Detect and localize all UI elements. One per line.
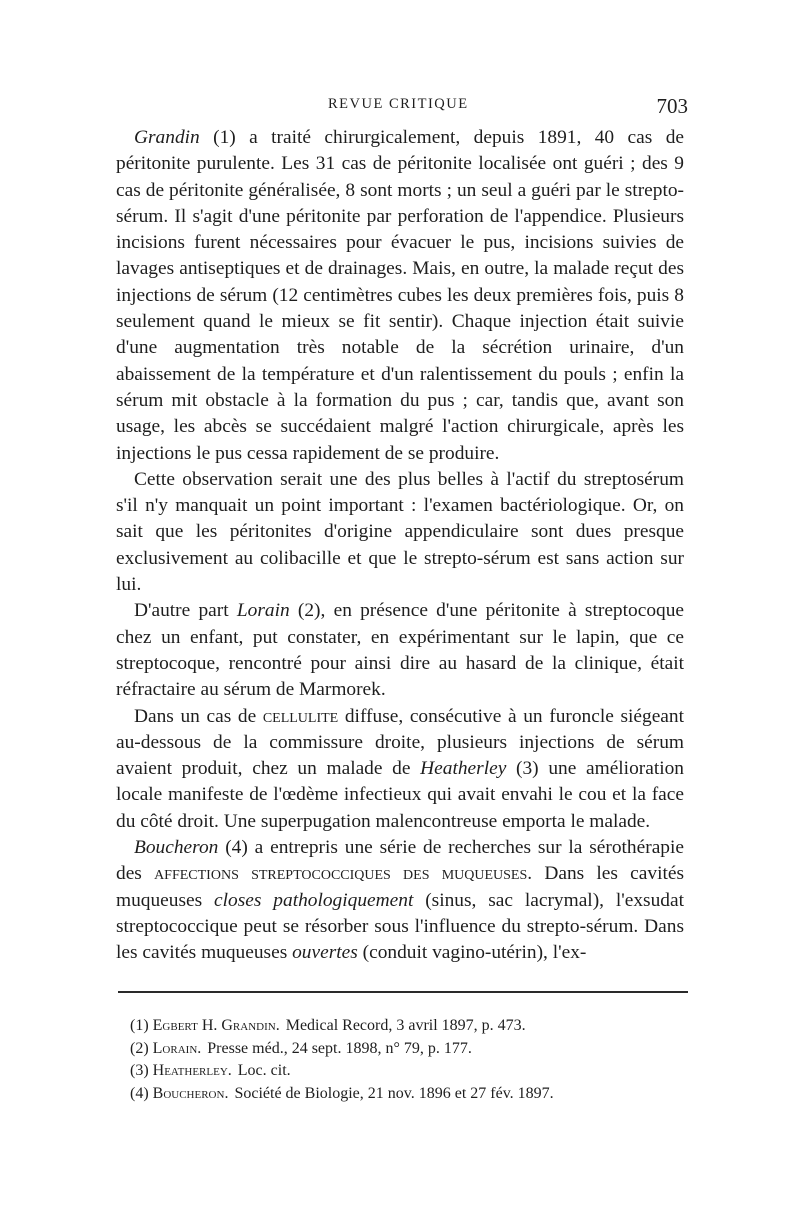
footnote: (1) Egbert H. Grandin. Medical Record, 3 avril 1897, p. 473. [130, 1017, 526, 1034]
footnote-author: Boucheron. [152, 1084, 229, 1102]
footnote-ref: Medical Record, 3 avril 1897, p. 473. [285, 1017, 526, 1034]
paragraph-3: D'autre part Lorain (2), en présence d'une péritonite à streptocoque chez un enfant, put constater, en expérimentant sur le lapin, que ce streptocoque, rencontré pour ainsi dire au hasard de la clinique, était réfractaire au sérum de Marmorek. [116, 600, 685, 701]
running-head: REVUE CRITIQUE [328, 96, 469, 112]
footnote-author: Egbert H. Grandin. [152, 1017, 280, 1034]
footnote-author: Lorain. [152, 1039, 202, 1057]
page-header [118, 96, 688, 120]
footnote: (4) Boucheron. Société de Biologie, 21 nov. 1896 et 27 fév. 1897. [130, 1084, 554, 1102]
footnote: (3) Heatherley. Loc. cit. [130, 1062, 291, 1079]
footnote-ref: Presse méd., 24 sept. 1898, n° 79, p. 177. [207, 1039, 472, 1057]
footnote-author: Heatherley. [152, 1062, 232, 1079]
footnote-ref: Société de Biologie, 21 nov. 1896 et 27 fév. 1897. [234, 1084, 554, 1102]
paragraph-5: Boucheron (4) a entrepris une série de recherches sur la sérothérapie des affections streptococciques des muqueuses. Dans les cavités muqueuses closes pathologiquement (sinus, sac lacrymal), l'exsudat streptococcique peut se résorber sous l'influence du strepto-sérum. Dans les cavités muqueuses ouvertes (conduit vagino-utérin), l'ex- [116, 837, 684, 964]
footnote: (2) Lorain. Presse méd., 24 sept. 1898, n° 79, p. 177. [130, 1039, 472, 1057]
footnotes [130, 1015, 690, 1105]
body-text [116, 125, 684, 967]
small-caps-term: cellulite [262, 705, 339, 727]
footnote-divider [118, 991, 688, 993]
paragraph-2: Cette observation serait une des plus belles à l'actif du streptosérum s'il n'y manquait un point important : l'examen bactériologique. Or, on sait que les péritonites d'origine appendiculaire sont dues presque exclusivement au colibacille et que le strepto-sérum est sans action sur lui. [116, 468, 684, 596]
emphasis: ouvertes [292, 942, 358, 964]
paragraph-4: Dans un cas de cellulite diffuse, consécutive à un furoncle siégeant au-dessous de la commissure droite, plusieurs injections de sérum avaient produit, chez un malade de Heatherley (3) une amélioration locale manifeste de l'œdème infectieux qui avait envahi le cou et la face du côté droit. Une superpugation malencontreuse emporta le malade. [116, 705, 684, 832]
author-name: Boucheron [134, 837, 219, 859]
paragraph-1: Grandin (1) a traité chirurgicalement, depuis 1891, 40 cas de péritonite purulente. Les 31 cas de péritonite localisée ont guéri ; des 9 cas de péritonite généralisée, 8 sont morts ; un seul a guéri par le strepto-sérum. Il s'agit d'une péritonite par perforation de l'appendice. Plusieurs incisions furent nécessaires pour évacuer le pus, incisions suivies de lavages antiseptiques et de drainages. Mais, en outre, la malade reçut des injections de sérum (12 centimètres cubes les deux premières fois, puis 8 seulement quand le mieux se fit sentir). Chaque injection était suivie d'une augmentation très notable de la sécrétion urinaire, d'un abaissement de la température et d'un ralentissement du pouls ; enfin la sérum mit obstacle à la formation du pus ; car, tandis que, avant son usage, les abcès se succédaient malgré l'action chirurgicale, après les injections le pus cessa rapidement de se produire. [116, 127, 684, 464]
emphasis: closes pathologiquement [214, 889, 414, 911]
author-name: Heatherley [420, 758, 507, 780]
author-name: Grandin [134, 127, 200, 148]
page-number: 703 [656, 94, 688, 118]
author-name: Lorain [236, 600, 290, 622]
small-caps-term: affections streptococciques des muqueuses [154, 863, 528, 885]
footnote-ref: Loc. cit. [237, 1062, 291, 1079]
